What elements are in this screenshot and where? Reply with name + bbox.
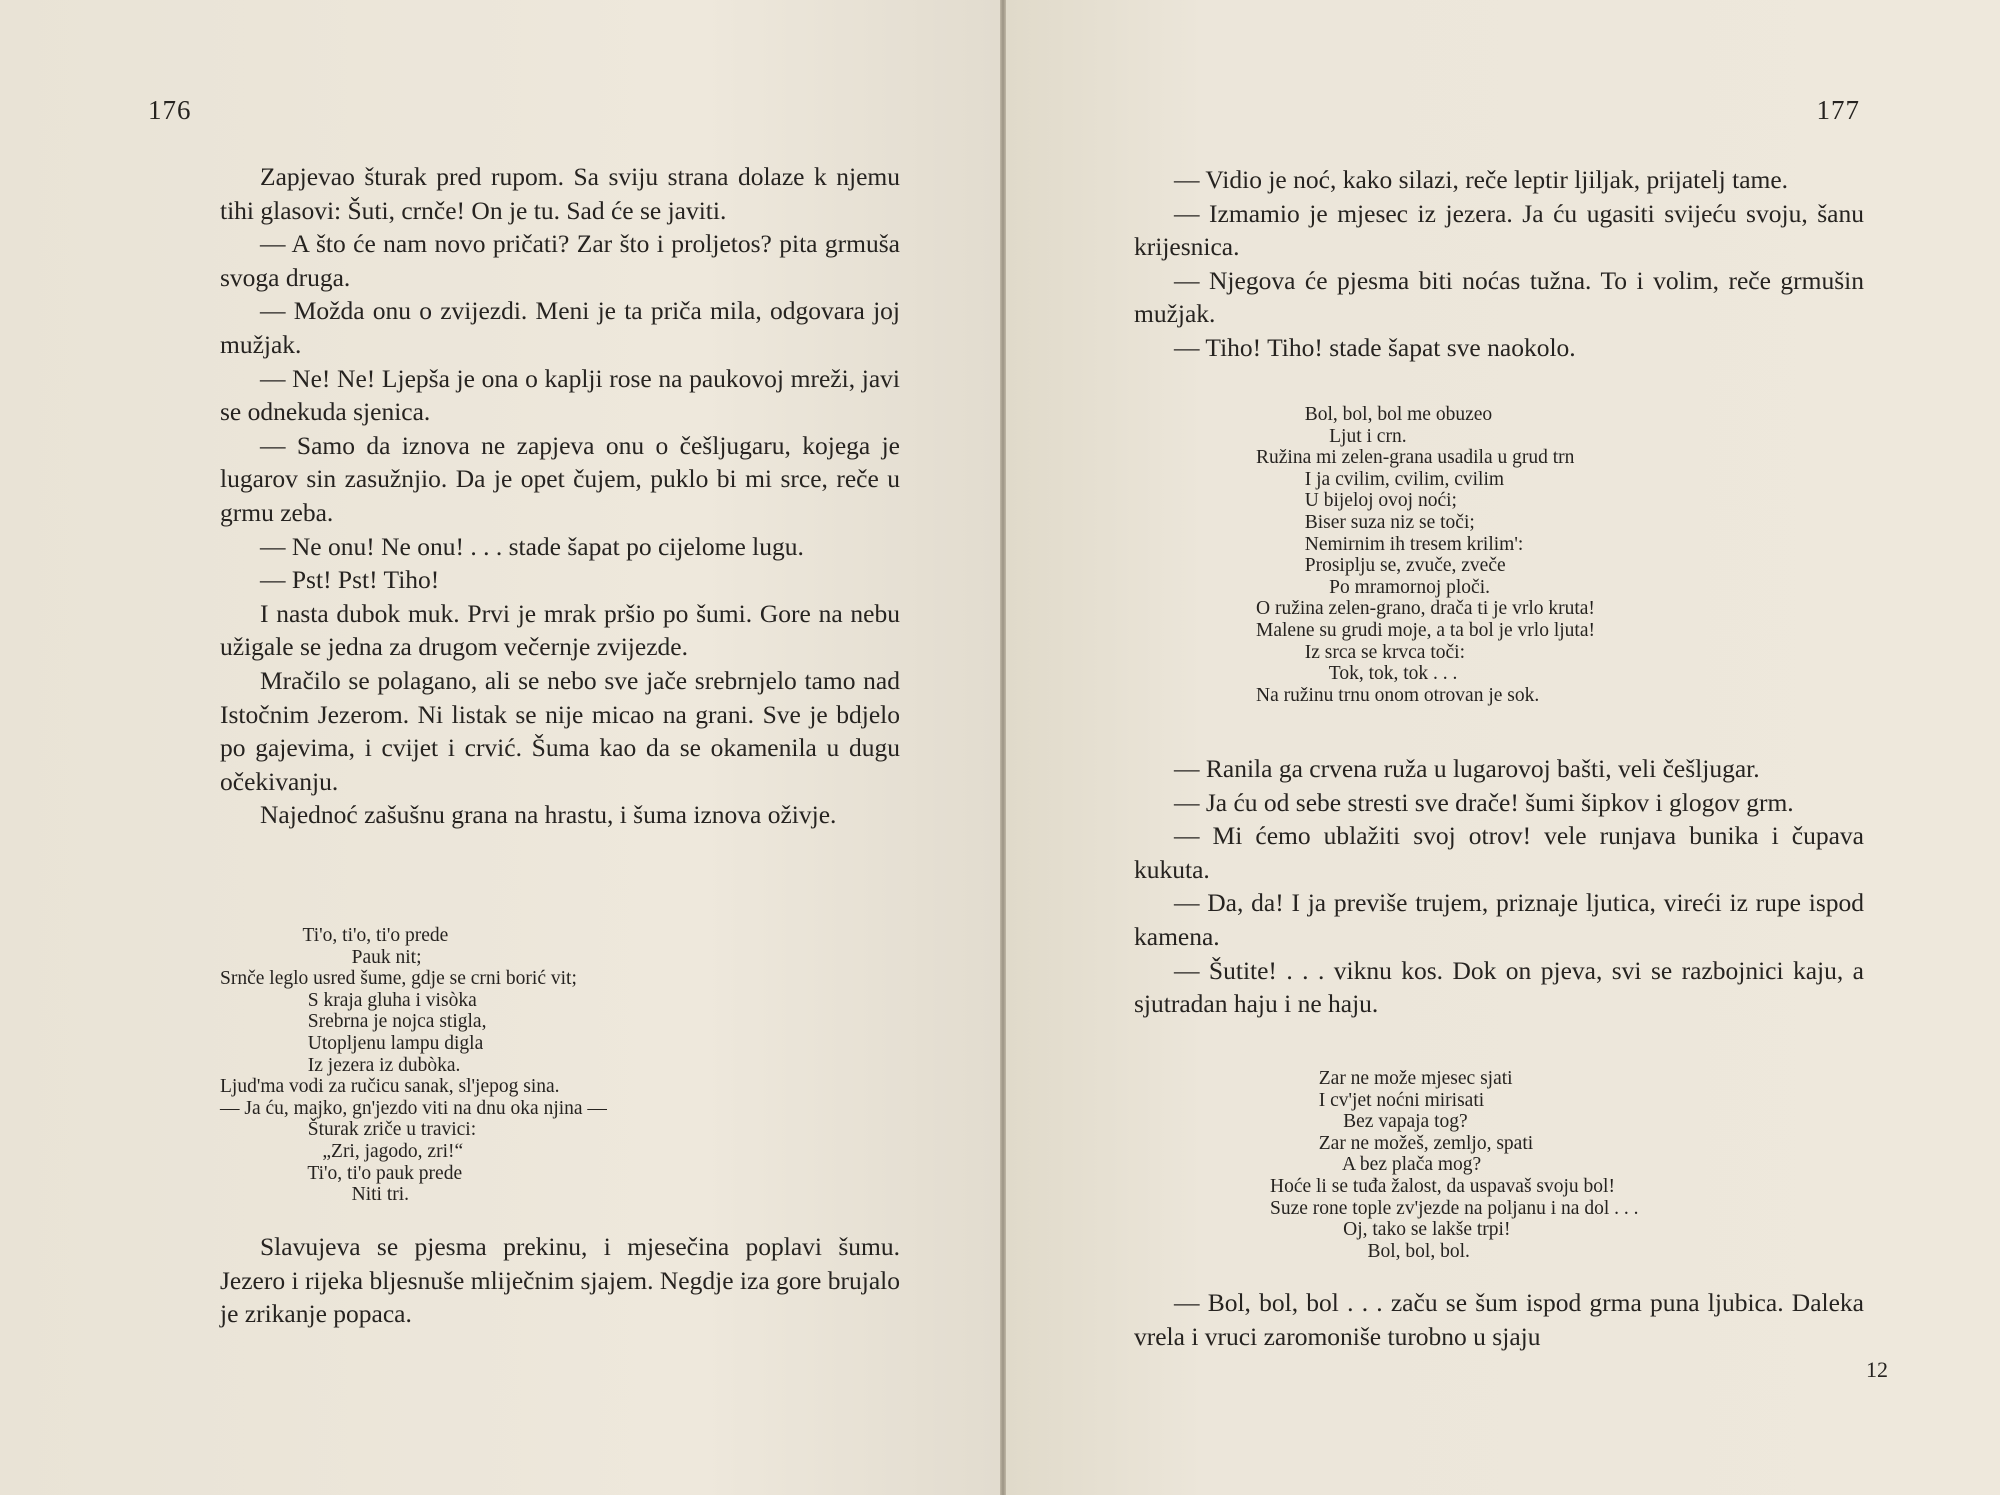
right-prose-middle	[1134, 752, 1864, 1021]
paragraph: — Izmamio je mjesec iz jezera. Ja ću ugasiti svijeću svoju, šanu krijesnica.	[1134, 198, 1864, 262]
paragraph: — Ranila ga crvena ruža u lugarovoj bašti, veli češljugar.	[1174, 754, 1760, 783]
verse-line: O ružina zelen-grano, drača ti je vrlo kruta!	[1256, 598, 1595, 620]
verse-line: Malene su grudi moje, a ta bol je vrlo ljuta!	[1256, 619, 1595, 641]
verse-line: Tok, tok, tok . . .	[1256, 663, 1458, 685]
verse-line: Ružina mi zelen-grana usadila u grud trn	[1256, 447, 1575, 469]
left-prose-bottom	[220, 1230, 900, 1331]
verse-line: Bol, bol, bol me obuzeo	[1256, 404, 1493, 425]
paragraph: I nasta dubok muk. Prvi je mrak pršio po šumi. Gore na nebu užigale se jedna za drugom večernje zvijezde.	[220, 598, 900, 662]
paragraph: — Da, da! I ja previše trujem, priznaje ljutica, vireći iz rupe ispod kamena.	[1134, 888, 1864, 951]
paragraph: — Ne! Ne! Ljepša je ona o kaplji rose na paukovoj mreži, javi se odnekuda sjenica.	[220, 363, 900, 427]
paragraph: — Vidio je noć, kako silazi, reče leptir ljiljak, prijatelj tame.	[1174, 165, 1789, 194]
verse-line: Utopljenu lampu digla	[220, 1032, 484, 1054]
verse-line: „Zri, jagodo, zri!“	[220, 1140, 464, 1162]
verse-line: A bez plača mog?	[1270, 1154, 1482, 1176]
verse-line: — Ja ću, majko, gn'jezdo viti na dnu oka njina —	[220, 1097, 607, 1119]
verse-line: Ljut i crn.	[1256, 425, 1407, 447]
verse-line: S kraja gluha i visòka	[220, 989, 477, 1011]
verse-line: Na ružinu trnu onom otrovan je sok.	[1256, 684, 1540, 706]
paragraph: — Samo da iznova ne zapjeva onu o češljugaru, kojega je lugarov sin zasužnjio. Da je opet čujem, puklo bi mi srce, reče u grmu zeba.	[220, 430, 900, 527]
verse-line: Pauk nit;	[220, 946, 422, 968]
page-number-right: 177	[1816, 95, 1860, 125]
page-number-left: 176	[148, 95, 192, 125]
verse-line: Oj, tako se lakše trpi!	[1270, 1219, 1511, 1241]
verse-line: Šturak zriče u travici:	[220, 1119, 477, 1141]
verse-line: Srnče leglo usred šume, gdje se crni borić vit;	[220, 968, 577, 990]
verse-line: Bez vapaja tog?	[1270, 1111, 1468, 1133]
paragraph: — Pst! Pst! Tiho!	[260, 565, 440, 595]
right-verse-1	[1256, 404, 1986, 706]
verse-line: Zar ne možeš, zemljo, spati	[1270, 1132, 1534, 1154]
right-prose-bottom	[1134, 1286, 1864, 1353]
verse-line: Iz srca se krvca toči:	[1256, 641, 1465, 663]
left-verse	[220, 925, 900, 1206]
paragraph: — Bol, bol, bol . . . začu se šum ispod grma puna ljubica. Daleka vrela i vruci zaromoniše turobno u sjaju	[1134, 1288, 1864, 1351]
verse-line: Biser suza niz se toči;	[1256, 511, 1475, 533]
left-prose-top	[220, 160, 900, 832]
verse-line: I ja cvilim, cvilim, cvilim	[1256, 468, 1505, 490]
paragraph: — Šutite! . . . viknu kos. Dok on pjeva, svi se razbojnici kaju, a sjutradan haju i ne haju.	[1134, 955, 1864, 1019]
verse-line: Niti tri.	[220, 1184, 410, 1206]
verse-line: Suze rone tople zv'jezde na poljanu i na dol . . .	[1270, 1197, 1639, 1219]
paragraph: — Ne onu! Ne onu! . . . stade šapat po cijelome lugu.	[260, 531, 804, 561]
verse-line: I cv'jet noćni mirisati	[1270, 1089, 1485, 1111]
right-verse-2	[1270, 1068, 2000, 1262]
verse-line: Zar ne može mjesec sjati	[1270, 1068, 1513, 1089]
paragraph: — Njegova će pjesma biti noćas tužna. To i volim, reče grmušin mužjak.	[1134, 265, 1864, 329]
paragraph: — Tiho! Tiho! stade šapat sve naokolo.	[1174, 332, 1576, 362]
verse-line: Ti'o, ti'o pauk prede	[220, 1162, 463, 1184]
verse-line: Ti'o, ti'o, ti'o prede	[220, 925, 449, 946]
paragraph: Najednoć zašušnu grana na hrastu, i šuma iznova oživje.	[260, 800, 837, 830]
verse-line: Po mramornoj ploči.	[1256, 576, 1490, 598]
paragraph: — Mi ćemo ublažiti svoj otrov! vele runjava bunika i čupava kukuta.	[1134, 821, 1864, 884]
paragraph: — Možda onu o zvijezdi. Meni je ta priča mila, odgovara joj mužjak.	[220, 296, 900, 359]
verse-line: Nemirnim ih tresem krilim':	[1256, 533, 1524, 555]
verse-line: Srebrna je nojca stigla,	[220, 1011, 487, 1033]
paragraph: — A što će nam novo pričati? Zar što i proljetos? pita grmuša svoga druga.	[220, 229, 900, 292]
verse-line: Iz jezera iz dubòka.	[220, 1054, 461, 1076]
verse-line: U bijeloj ovoj noći;	[1256, 490, 1457, 512]
verse-line: Prosiplju se, zvuče, zveče	[1256, 555, 1506, 577]
paragraph: Slavujeva se pjesma prekinu, i mjesečina poplavi šumu. Jezero i rijeka bljesnuše mliječnim sjajem. Negdje iza gore brujalo je zrikanje popaca.	[220, 1232, 900, 1329]
verse-line: Bol, bol, bol.	[1270, 1240, 1470, 1262]
verse-line: Hoće li se tuđa žalost, da uspavaš svoju bol!	[1270, 1175, 1615, 1197]
paragraph: Zapjevao šturak pred rupom. Sa sviju strana dolaze k njemu tihi glasovi: Šuti, crnče! On je tu. Sad će se javiti.	[220, 162, 900, 225]
verse-line: Ljud'ma vodi za ručicu sanak, sl'jepog sina.	[220, 1076, 560, 1098]
signature-mark: 12	[1866, 1357, 1888, 1382]
right-prose-top	[1134, 163, 1864, 365]
right-page	[1006, 0, 2000, 1495]
paragraph: Mračilo se polagano, ali se nebo sve jače srebrnjelo tamo nad Istočnim Jezerom. Ni listak se nije micao na grani. Sve je bdjelo po gajevima, i cvijet i crvić. Šuma kao da se okamenila u dugu očekivanju.	[220, 665, 900, 796]
paragraph: — Ja ću od sebe stresti sve drače! šumi šipkov i glogov grm.	[1174, 787, 1794, 817]
